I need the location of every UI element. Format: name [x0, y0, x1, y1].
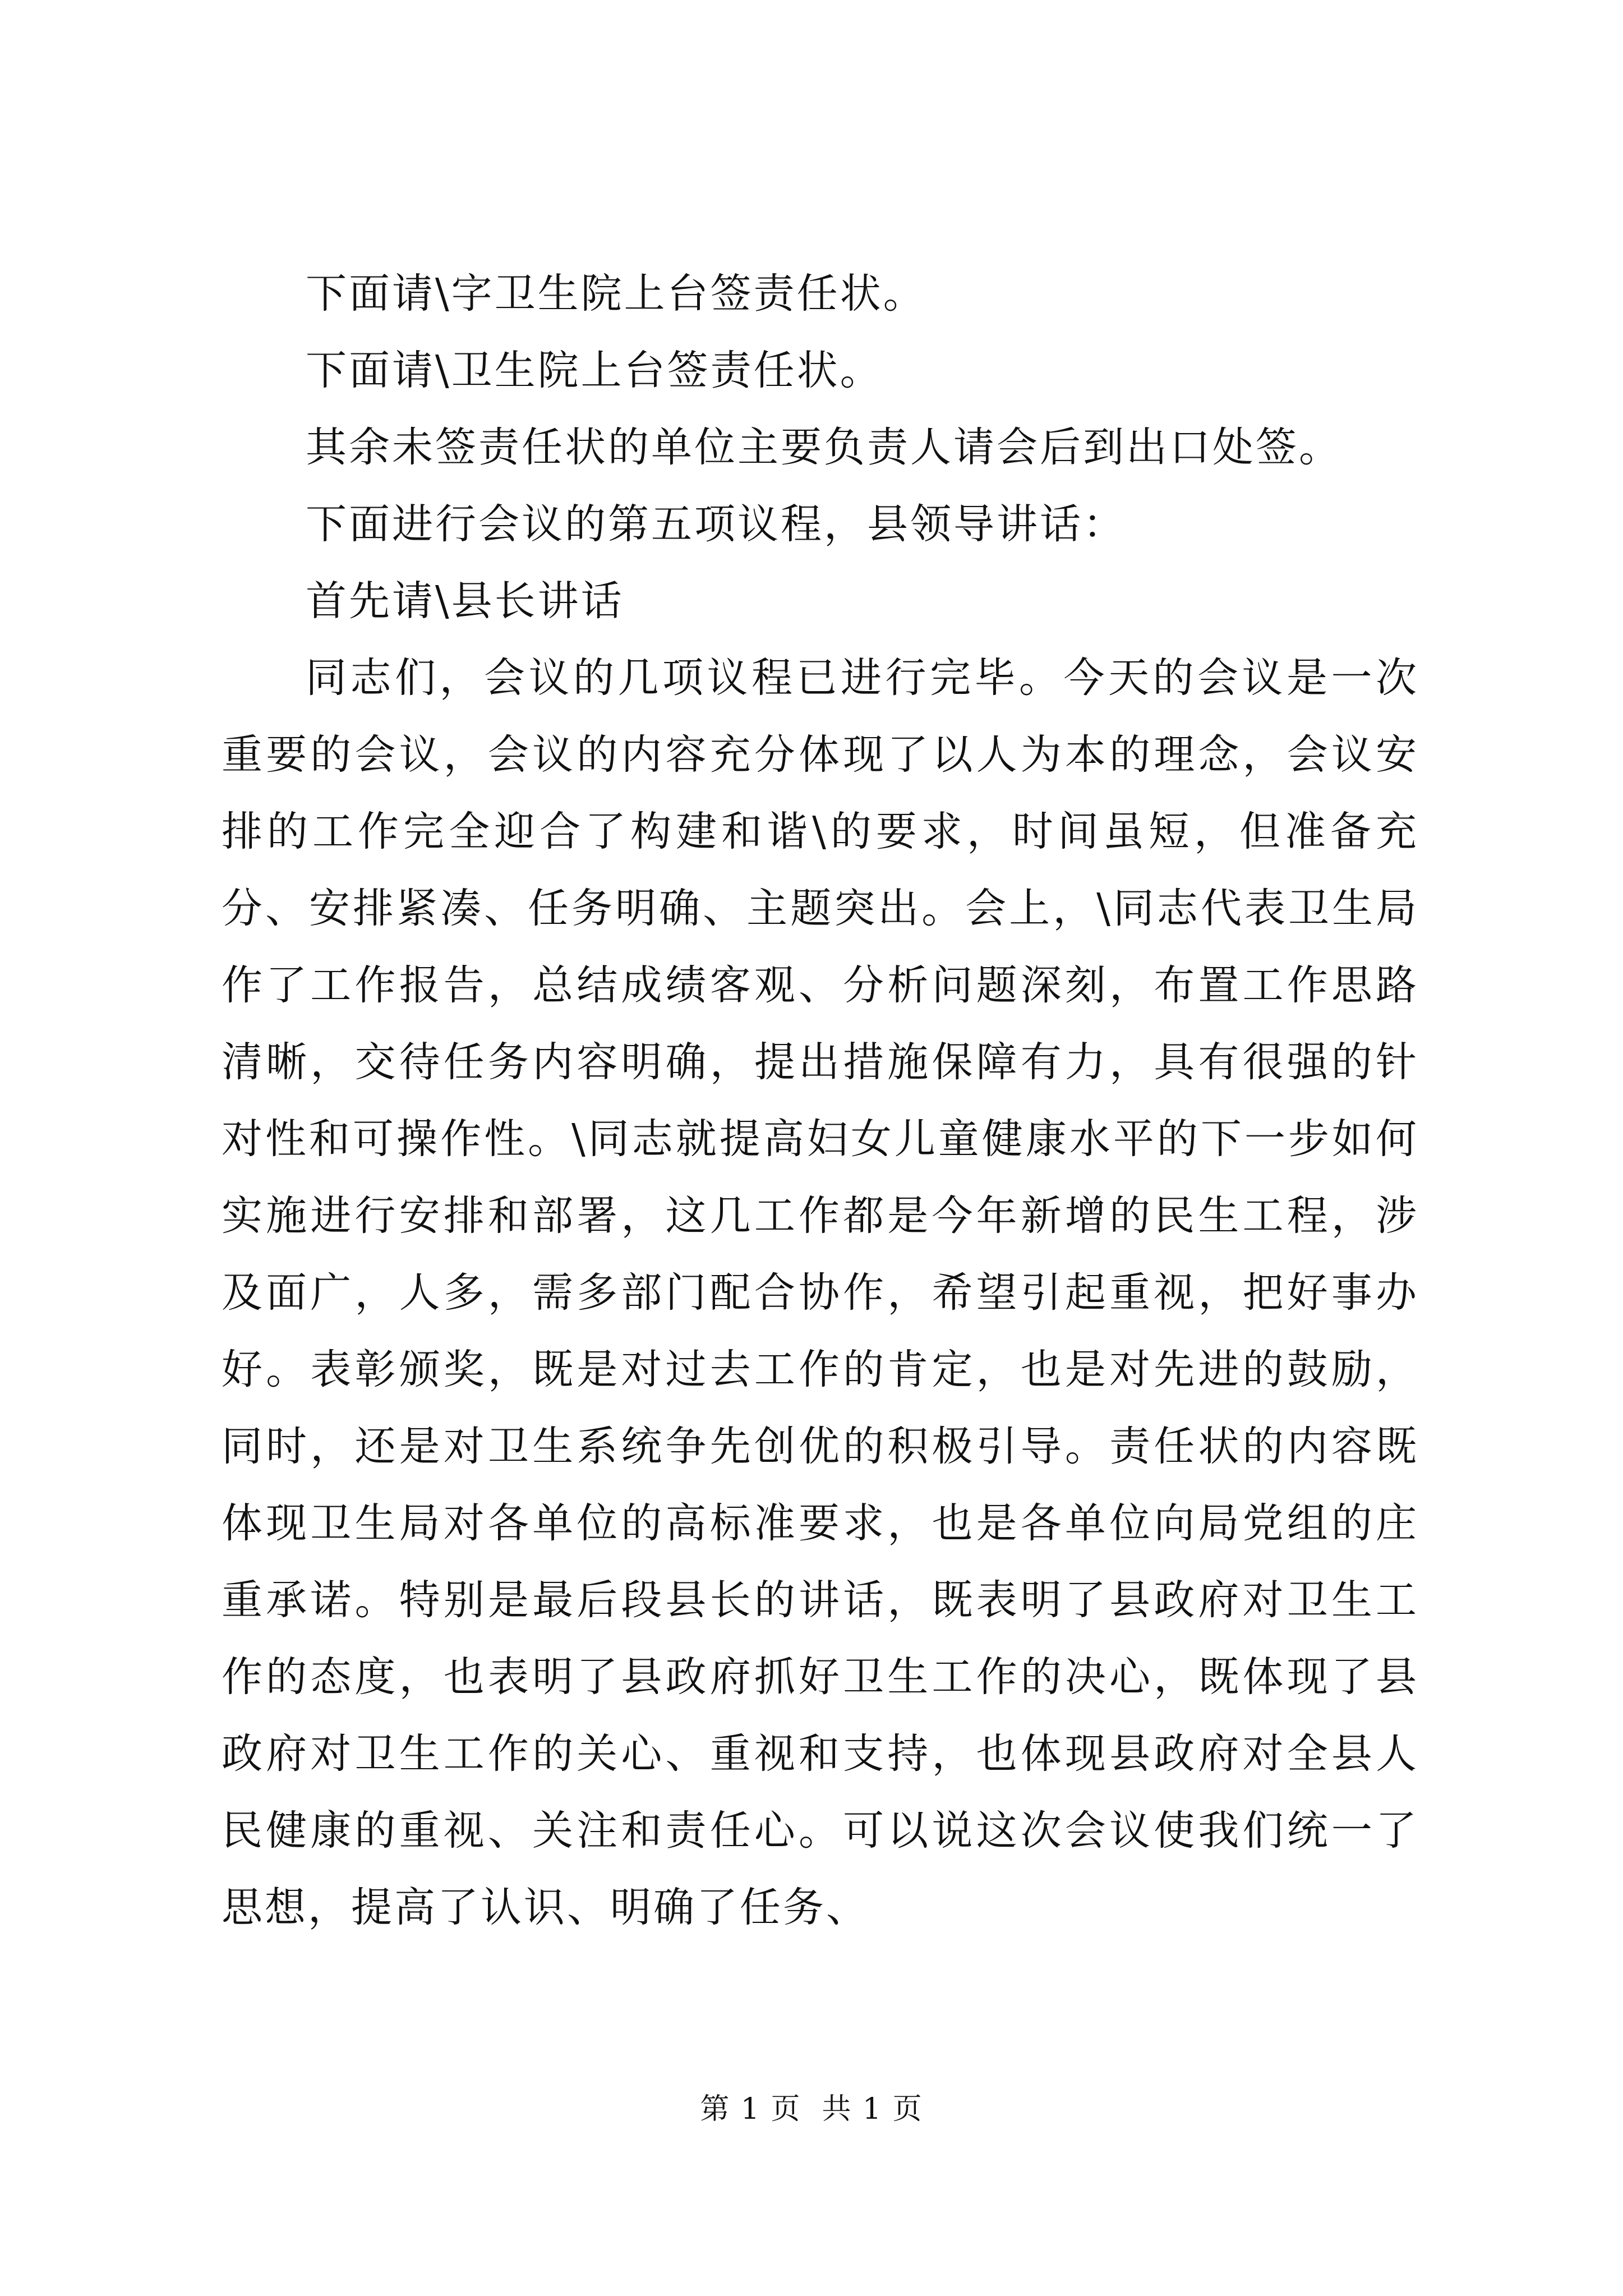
paragraph-fifth-agenda: 下面进行会议的第五项议程，县领导讲话： [306, 500, 1126, 548]
paragraph-remaining-units: 其余未签责任状的单位主要负责人请会后到出口处签。 [306, 424, 1342, 471]
page-footer [0, 2087, 1623, 2132]
paragraph-county-head-speech: 首先请\县长讲话 [306, 577, 624, 625]
paragraph-sign-hospital: 下面请\卫生院上台签责任状。 [306, 347, 883, 394]
document-body [222, 255, 1419, 1946]
paragraph-sign-township-hospital: 下面请\字卫生院上台签责任状。 [306, 270, 926, 318]
paragraph-closing-summary: 同志们，会议的几项议程已进行完毕。今天的会议是一次重要的会议，会议的内容充分体现了以人为本的理念，会议安排的工作完全迎合了构建和谐\的要求，时间虽短，但准备充分、安排紧凑、任务明确、主题突出。会上，\同志代表卫生局作了工作报告，总结成绩客观、分析问题深刻，布置工作思路清晰，交待任务内容明确，提出措施保障有力，具有很强的针对性和可操作性。\同志就提高妇女儿童健康水平的下一步如何实施进行安排和部署，这几工作都是今年新增的民生工程，涉及面广，人多，需多部门配合协作，希望引起重视，把好事办好。表彰颁奖，既是对过去工作的肯定，也是对先进的鼓励，同时，还是对卫生系统争先创优的积极引导。责任状的内容既体现卫生局对各单位的高标准要求，也是各单位向局党组的庄重承诺。特别是最后段县长的讲话，既表明了县政府对卫生工作的态度，也表明了县政府抓好卫生工作的决心，既体现了县政府对卫生工作的关心、重视和支持，也体现县政府对全县人民健康的重视、关注和责任心。可以说这次会议使我们统一了思想，提高了认识、明确了任务、 [222, 654, 1419, 1931]
page-number: 第 1 页 共 1 页 [700, 2092, 923, 2126]
